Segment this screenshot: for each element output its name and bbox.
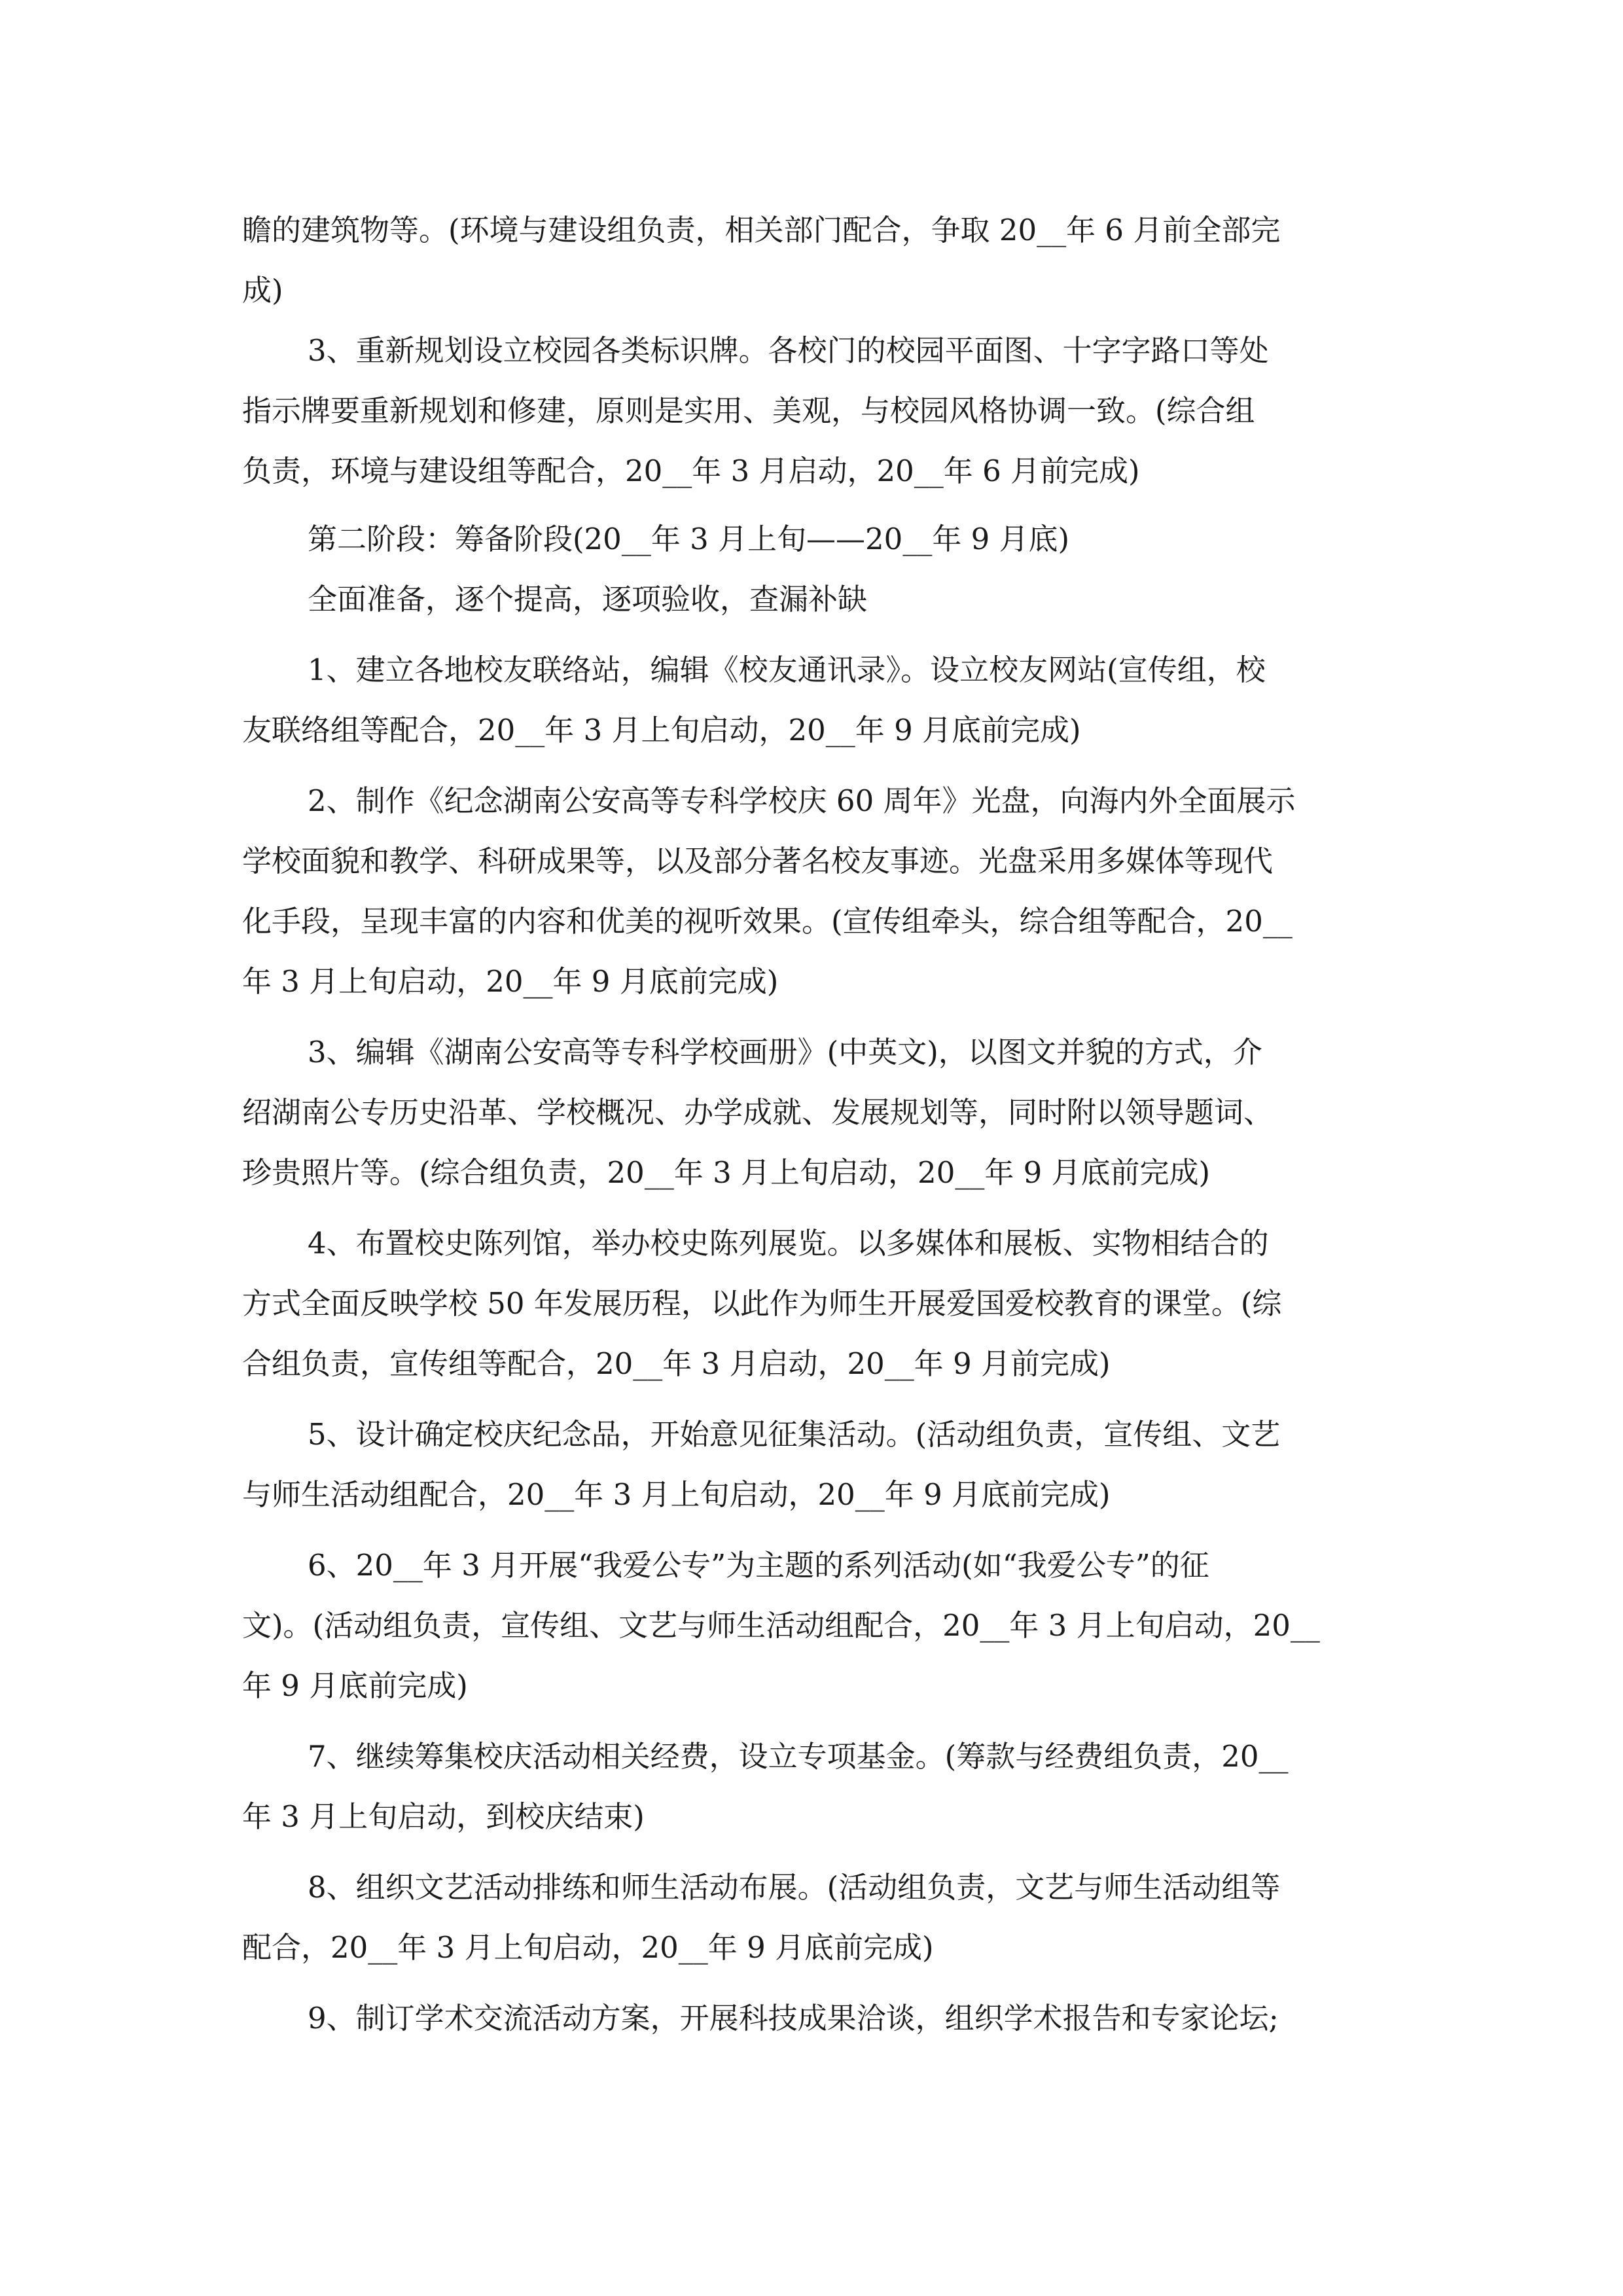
- text-line: 文)。(活动组负责，宣传组、文艺与师生活动组配合，20__年 3 月上旬启动，20__: [242, 1608, 1320, 1643]
- text-line: 绍湖南公专历史沿革、学校概况、办学成就、发展规划等，同时附以领导题词、: [242, 1095, 1274, 1130]
- text-line: 8、组织文艺活动排练和师生活动布展。(活动组负责，文艺与师生活动组等: [308, 1870, 1281, 1905]
- text-line: 3、重新规划设立校园各类标识牌。各校门的校园平面图、十字字路口等处: [308, 333, 1269, 368]
- text-line: 年 3 月上旬启动，20__年 9 月底前完成): [242, 964, 779, 999]
- text-line: 指示牌要重新规划和修建，原则是实用、美观，与校园风格协调一致。(综合组: [242, 393, 1255, 428]
- text-line: 学校面貌和教学、科研成果等，以及部分著名校友事迹。光盘采用多媒体等现代: [242, 844, 1274, 878]
- text-line: 3、编辑《湖南公安高等专科学校画册》(中英文)，以图文并貌的方式，介: [308, 1035, 1262, 1069]
- text-line: 5、设计确定校庆纪念品，开始意见征集活动。(活动组负责，宣传组、文艺: [308, 1417, 1281, 1452]
- text-line: 7、继续筹集校庆活动相关经费，设立专项基金。(筹款与经费组负责，20__: [308, 1739, 1289, 1774]
- text-line: 6、20__年 3 月开展“我爱公专”为主题的系列活动(如“我爱公专”的征: [308, 1548, 1209, 1583]
- text-line: 合组负责，宣传组等配合，20__年 3 月启动，20__年 9 月前完成): [242, 1346, 1111, 1381]
- text-line: 2、制作《纪念湖南公安高等专科学校庆 60 周年》光盘，向海内外全面展示: [308, 783, 1296, 818]
- text-line: 年 9 月底前完成): [242, 1668, 468, 1703]
- text-line: 与师生活动组配合，20__年 3 月上旬启动，20__年 9 月底前完成): [242, 1477, 1111, 1512]
- text-line: 负责，环境与建设组等配合，20__年 3 月启动，20__年 6 月前完成): [242, 454, 1140, 488]
- text-line: 瞻的建筑物等。(环境与建设组负责，相关部门配合，争取 20__年 6 月前全部完: [242, 213, 1281, 247]
- text-line: 全面准备，逐个提高，逐项验收，查漏补缺: [308, 582, 868, 617]
- text-line: 年 3 月上旬启动，到校庆结束): [242, 1799, 645, 1834]
- text-line: 成): [242, 273, 283, 308]
- text-line: 1、建立各地校友联络站，编辑《校友通讯录》。设立校友网站(宣传组，校: [308, 653, 1266, 687]
- text-line: 9、制订学术交流活动方案，开展科技成果洽谈，组织学术报告和专家论坛;: [308, 2001, 1279, 2036]
- section-heading: 第二阶段：筹备阶段(20__年 3 月上旬——20__年 9 月底): [308, 522, 1070, 556]
- text-line: 友联络组等配合，20__年 3 月上旬启动，20__年 9 月底前完成): [242, 713, 1081, 747]
- text-line: 珍贵照片等。(综合组负责，20__年 3 月上旬启动，20__年 9 月底前完成): [242, 1155, 1211, 1190]
- text-line: 化手段，呈现丰富的内容和优美的视听效果。(宣传组牵头，综合组等配合，20__: [242, 904, 1293, 939]
- text-line: 4、布置校史陈列馆，举办校史陈列展览。以多媒体和展板、实物相结合的: [308, 1226, 1269, 1261]
- text-line: 配合，20__年 3 月上旬启动，20__年 9 月底前完成): [242, 1930, 934, 1965]
- text-line: 方式全面反映学校 50 年发展历程，以此作为师生开展爱国爱校教育的课堂。(综: [242, 1286, 1282, 1321]
